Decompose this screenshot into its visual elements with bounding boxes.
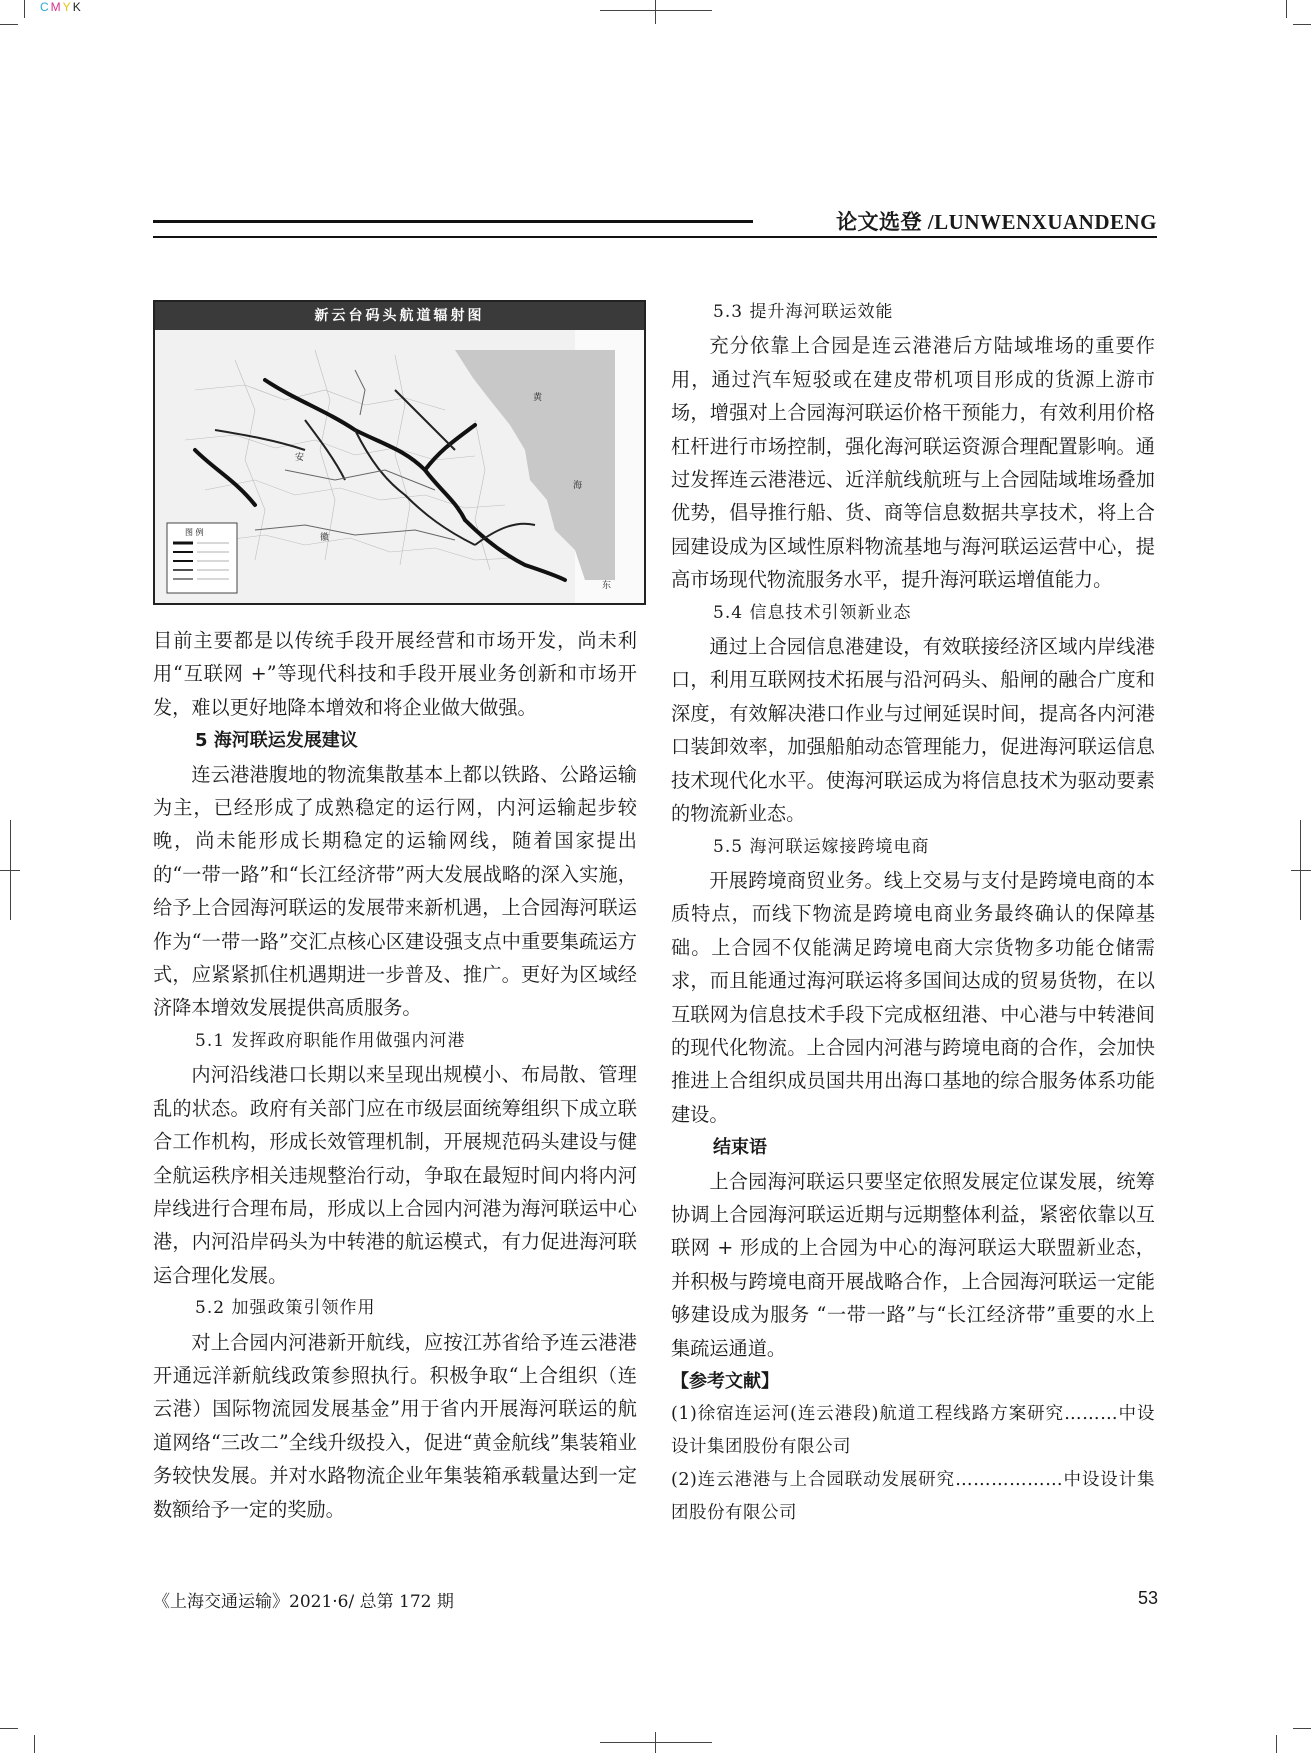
crop-mark [1293, 24, 1311, 25]
crop-mark [1276, 1735, 1277, 1753]
left-column [153, 624, 637, 1526]
waterway-map [155, 330, 644, 603]
subsection-heading: 5.5 海河联运嫁接跨境电商 [713, 836, 930, 857]
cmyk-c: C [40, 0, 51, 14]
crop-mark [0, 1728, 18, 1729]
crop-mark [24, 0, 25, 18]
paragraph: 目前主要都是以传统手段开展经营和市场开发，尚未利用“互联网 +”等现代科技和手段开展业务创新和市场开发，难以更好地降本增效和将企业做大做强。 [153, 629, 637, 719]
subsection-heading: 5.1 发挥政府职能作用做强内河港 [195, 1030, 466, 1051]
registration-mark [10, 820, 11, 920]
crop-mark [1286, 0, 1287, 18]
subsection-heading: 5.2 加强政策引领作用 [195, 1298, 376, 1319]
page-number: 53 [1138, 1588, 1159, 1608]
running-header [153, 203, 1157, 243]
registration-mark [600, 1742, 712, 1743]
map-label-huang: 黄 [533, 393, 543, 403]
section-title: 论文选登 /LUNWENXUANDENG [824, 206, 1157, 236]
cmyk-k: K [72, 0, 83, 14]
references-heading: 【参考文献】 [671, 1371, 779, 1392]
subsection-heading: 5.4 信息技术引领新业态 [713, 602, 912, 623]
map-figure [153, 300, 646, 605]
paragraph: 内河沿线港口长期以来呈现出规模小、布局散、管理乱的状态。政府有关部门应在市级层面统筹组织下成立联合工作机构，形成长效管理机制，开展规范码头建设与健全航运秩序相关违规整治行动，争取在最短时间内将内河岸线进行合理布局，形成以上合园内河港为海河联运中心港，内河沿岸码头为中转港的航运模式，有力促进海河联运合理化发展。 [153, 1063, 637, 1287]
reference-item: (1)徐宿连运河(连云港段)航道工程线路方案研究………中设设计集团股份有限公司 [671, 1404, 1155, 1458]
registration-mark [655, 1732, 656, 1753]
crop-mark [1293, 1728, 1311, 1729]
right-column [671, 296, 1155, 1530]
map-label-dong: 东 [602, 581, 612, 591]
subsection-heading: 5.3 提升海河联运效能 [713, 302, 894, 322]
registration-mark [600, 10, 712, 11]
figure-title: 新云台码头航道辐射图 [155, 302, 644, 330]
paragraph: 连云港港腹地的物流集散基本上都以铁路、公路运输为主，已经形成了成熟稳定的运行网，内河运输起步较晚，尚未能形成长期稳定的运输网线，随着国家提出的“一带一路”和“长江经济带”两大发展战略的深入实施，给予上合园海河联运的发展带来新机遇，上合园海河联运作为“一带一路”交汇点核心区建设强支点中重要集疏运方式，应紧紧抓住机遇期进一步普及、推广。更好为区域经济降本增效发展提供高质服务。 [153, 762, 637, 1020]
registration-mark [1291, 870, 1311, 871]
paragraph: 对上合园内河港新开航线，应按江苏省给予连云港港开通远洋新航线政策参照执行。积极争取“上合组织（连云港）国际物流园发展基金”用于省内开展海河联运的航道网络“三改二”全线升级投入，促进“黄金航线”集装箱业务较快发展。并对水路物流企业年集装箱承载量达到一定数额给予一定的奖励。 [153, 1330, 637, 1521]
reference-item: (2)连云港港与上合园联动发展研究………………中设设计集团股份有限公司 [671, 1470, 1155, 1524]
cmyk-marks [40, 0, 83, 14]
journal-citation: 《上海交通运输》2021·6/ 总第 172 期 [153, 1592, 454, 1612]
map-label-hui: 徽 [320, 533, 330, 543]
paragraph: 通过上合园信息港建设，有效联接经济区域内岸线港口，利用互联网技术拓展与沿河码头、船闸的融合广度和深度，有效解决港口作业与过闸延误时间，提高各内河港口装卸效率，加强船舶动态管理能力，促进海河联运信息技术现代化水平。使海河联运成为将信息技术为驱动要素的物流新业态。 [671, 635, 1155, 826]
crop-mark [34, 1735, 35, 1753]
cmyk-y: Y [62, 0, 73, 14]
cmyk-m: M [50, 0, 63, 14]
paragraph: 上合园海河联运只要坚定依照发展定位谋发展，统筹协调上合园海河联运近期与远期整体利益，紧密依靠以互联网 + 形成的上合园为中心的海河联运大联盟新业态，并积极与跨境电商开展战略合作，上合园海河联运一定能够建设成为服务 “一带一路”与“长江经济带”重要的水上集疏运通道。 [671, 1169, 1155, 1360]
map-label-an: 安 [295, 453, 305, 463]
paragraph: 充分依靠上合园是连云港港后方陆域堆场的重要作用，通过汽车短驳或在建皮带机项目形成的货源上游市场，增强对上合园海河联运价格干预能力，有效利用价格杠杆进行市场控制，强化海河联运资源合理配置影响。通过发挥连云港港远、近洋航线航班与上合园陆域堆场叠加优势，倡导推行船、货、商等信息数据共享技术，将上合园建设成为区域性原料物流基地与海河联运运营中心，提高市场现代物流服务水平，提升海河联运增值能力。 [671, 334, 1155, 592]
map-label-hai: 海 [573, 481, 583, 491]
registration-mark [655, 0, 656, 24]
section-heading: 结束语 [713, 1137, 767, 1159]
paragraph: 开展跨境商贸业务。线上交易与支付是跨境电商的本质特点，而线下物流是跨境电商业务最终确认的保障基础。上合园不仅能满足跨境电商大宗货物多功能仓储需求，而且能通过海河联运将多国间达成的贸易货物，在以互联网为信息技术手段下完成枢纽港、中心港与中转港间的现代化物流。上合园内河港与跨境电商的合作，会加快推进上合组织成员国共用出海口基地的综合服务体系功能建设。 [671, 868, 1155, 1126]
header-rule-thin [153, 236, 1157, 238]
crop-mark [0, 24, 18, 25]
section-heading: 5 海河联运发展建议 [195, 730, 358, 752]
registration-mark [1300, 820, 1301, 920]
header-rule-thick [153, 220, 753, 223]
legend-title: 图 例 [185, 528, 204, 537]
